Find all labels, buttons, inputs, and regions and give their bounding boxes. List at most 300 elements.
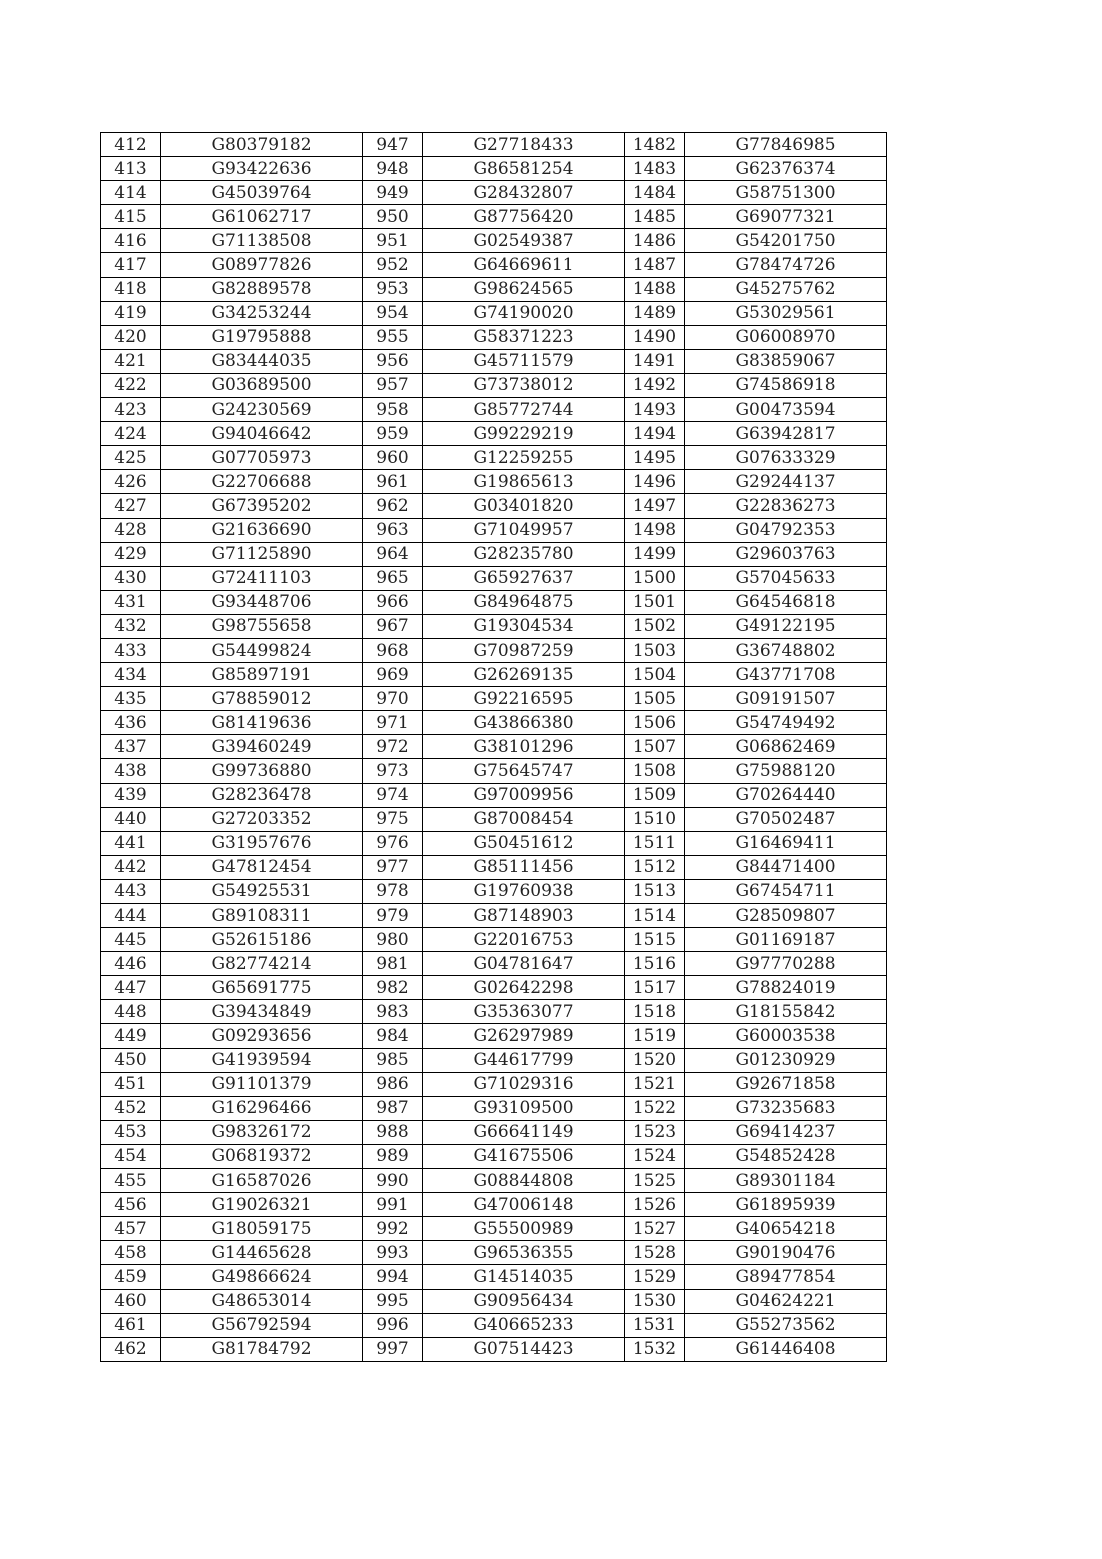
serial-number-cell: 1498 (625, 518, 685, 542)
serial-number-cell: 419 (101, 301, 161, 325)
serial-number-cell: 425 (101, 446, 161, 470)
id-code-cell: G81784792 (161, 1337, 363, 1361)
serial-number-cell: 1494 (625, 422, 685, 446)
table-row (101, 398, 887, 422)
serial-number-cell: 1521 (625, 1072, 685, 1096)
serial-number-cell: 445 (101, 928, 161, 952)
serial-number-cell: 981 (363, 952, 423, 976)
serial-number-cell: 428 (101, 518, 161, 542)
id-code-cell: G43771708 (685, 663, 887, 687)
table-row (101, 133, 887, 157)
serial-number-cell: 951 (363, 229, 423, 253)
serial-number-cell: 418 (101, 277, 161, 301)
id-code-cell: G56792594 (161, 1313, 363, 1337)
id-code-cell: G26269135 (423, 663, 625, 687)
table-row (101, 904, 887, 928)
serial-number-cell: 434 (101, 663, 161, 687)
id-code-cell: G72411103 (161, 566, 363, 590)
id-code-cell: G86581254 (423, 157, 625, 181)
serial-number-cell: 992 (363, 1217, 423, 1241)
id-code-cell: G65691775 (161, 976, 363, 1000)
serial-number-cell: 413 (101, 157, 161, 181)
id-code-cell: G54749492 (685, 711, 887, 735)
table-row (101, 1169, 887, 1193)
serial-number-cell: 459 (101, 1265, 161, 1289)
id-code-cell: G84964875 (423, 590, 625, 614)
id-code-cell: G50451612 (423, 831, 625, 855)
id-code-cell: G07633329 (685, 446, 887, 470)
id-code-cell: G87148903 (423, 904, 625, 928)
id-code-cell: G00473594 (685, 398, 887, 422)
id-code-cell: G45039764 (161, 181, 363, 205)
id-code-cell: G78859012 (161, 687, 363, 711)
serial-number-cell: 991 (363, 1193, 423, 1217)
id-code-cell: G45711579 (423, 349, 625, 373)
id-code-cell: G91101379 (161, 1072, 363, 1096)
serial-number-cell: 1499 (625, 542, 685, 566)
serial-number-cell: 986 (363, 1072, 423, 1096)
id-code-cell: G93448706 (161, 590, 363, 614)
id-code-cell: G98624565 (423, 277, 625, 301)
serial-number-cell: 430 (101, 566, 161, 590)
id-code-cell: G14465628 (161, 1241, 363, 1265)
id-code-cell: G57045633 (685, 566, 887, 590)
id-code-cell: G12259255 (423, 446, 625, 470)
serial-number-cell: 427 (101, 494, 161, 518)
serial-number-cell: 960 (363, 446, 423, 470)
table-row (101, 229, 887, 253)
serial-number-cell: 449 (101, 1024, 161, 1048)
id-code-cell: G97009956 (423, 783, 625, 807)
serial-number-cell: 461 (101, 1313, 161, 1337)
serial-number-cell: 442 (101, 855, 161, 879)
table-row (101, 494, 887, 518)
serial-number-cell: 450 (101, 1048, 161, 1072)
serial-number-cell: 432 (101, 614, 161, 638)
serial-number-cell: 1520 (625, 1048, 685, 1072)
serial-number-cell: 422 (101, 373, 161, 397)
serial-number-cell: 444 (101, 904, 161, 928)
serial-number-cell: 1488 (625, 277, 685, 301)
id-code-cell: G83444035 (161, 349, 363, 373)
serial-number-cell: 448 (101, 1000, 161, 1024)
serial-number-cell: 966 (363, 590, 423, 614)
id-code-cell: G28235780 (423, 542, 625, 566)
id-code-cell: G22706688 (161, 470, 363, 494)
table-row (101, 470, 887, 494)
id-code-cell: G18059175 (161, 1217, 363, 1241)
serial-number-cell: 977 (363, 855, 423, 879)
serial-number-cell: 460 (101, 1289, 161, 1313)
serial-number-cell: 985 (363, 1048, 423, 1072)
id-code-cell: G61062717 (161, 205, 363, 229)
serial-number-cell: 436 (101, 711, 161, 735)
serial-number-cell: 1485 (625, 205, 685, 229)
serial-number-cell: 1518 (625, 1000, 685, 1024)
serial-number-cell: 1510 (625, 807, 685, 831)
id-code-cell: G08977826 (161, 253, 363, 277)
serial-number-cell: 415 (101, 205, 161, 229)
serial-number-cell: 414 (101, 181, 161, 205)
table-row (101, 663, 887, 687)
serial-number-cell: 441 (101, 831, 161, 855)
id-code-cell: G52615186 (161, 928, 363, 952)
id-code-cell: G14514035 (423, 1265, 625, 1289)
id-code-cell: G31957676 (161, 831, 363, 855)
id-code-cell: G70264440 (685, 783, 887, 807)
table-row (101, 1072, 887, 1096)
id-code-cell: G38101296 (423, 735, 625, 759)
id-code-cell: G36748802 (685, 638, 887, 662)
table-body (101, 133, 887, 1362)
table-row (101, 1217, 887, 1241)
serial-number-cell: 974 (363, 783, 423, 807)
id-code-cell: G97770288 (685, 952, 887, 976)
serial-number-cell: 989 (363, 1144, 423, 1168)
serial-number-cell: 429 (101, 542, 161, 566)
id-code-cell: G39434849 (161, 1000, 363, 1024)
serial-number-cell: 983 (363, 1000, 423, 1024)
serial-number-cell: 949 (363, 181, 423, 205)
serial-number-cell: 1514 (625, 904, 685, 928)
serial-number-cell: 1527 (625, 1217, 685, 1241)
serial-number-cell: 454 (101, 1144, 161, 1168)
id-code-cell: G71049957 (423, 518, 625, 542)
serial-number-cell: 451 (101, 1072, 161, 1096)
table-row (101, 301, 887, 325)
serial-number-cell: 1512 (625, 855, 685, 879)
table-row (101, 711, 887, 735)
serial-number-cell: 963 (363, 518, 423, 542)
serial-number-cell: 967 (363, 614, 423, 638)
id-code-cell: G71029316 (423, 1072, 625, 1096)
table-row (101, 181, 887, 205)
serial-number-cell: 1497 (625, 494, 685, 518)
id-code-cell: G19795888 (161, 325, 363, 349)
table-row (101, 1337, 887, 1361)
id-code-cell: G74586918 (685, 373, 887, 397)
id-code-cell: G85772744 (423, 398, 625, 422)
id-code-cell: G64669611 (423, 253, 625, 277)
id-code-cell: G34253244 (161, 301, 363, 325)
id-code-cell: G63942817 (685, 422, 887, 446)
id-code-cell: G09293656 (161, 1024, 363, 1048)
serial-number-cell: 446 (101, 952, 161, 976)
id-code-cell: G62376374 (685, 157, 887, 181)
id-code-cell: G99736880 (161, 759, 363, 783)
id-code-cell: G73235683 (685, 1096, 887, 1120)
id-code-cell: G24230569 (161, 398, 363, 422)
serial-number-cell: 1501 (625, 590, 685, 614)
id-code-cell: G90190476 (685, 1241, 887, 1265)
table-row (101, 1193, 887, 1217)
serial-number-cell: 1523 (625, 1120, 685, 1144)
serial-number-cell: 438 (101, 759, 161, 783)
id-code-cell: G90956434 (423, 1289, 625, 1313)
table-row (101, 1048, 887, 1072)
id-code-cell: G64546818 (685, 590, 887, 614)
serial-number-cell: 955 (363, 325, 423, 349)
id-code-cell: G04624221 (685, 1289, 887, 1313)
id-code-cell: G49866624 (161, 1265, 363, 1289)
id-code-cell: G19304534 (423, 614, 625, 638)
table-row (101, 157, 887, 181)
table-row (101, 422, 887, 446)
id-code-cell: G41939594 (161, 1048, 363, 1072)
id-code-cell: G84471400 (685, 855, 887, 879)
id-code-cell: G28432807 (423, 181, 625, 205)
serial-number-cell: 957 (363, 373, 423, 397)
table-row (101, 783, 887, 807)
id-code-cell: G54925531 (161, 879, 363, 903)
id-code-cell: G55273562 (685, 1313, 887, 1337)
serial-number-cell: 968 (363, 638, 423, 662)
id-code-cell: G71125890 (161, 542, 363, 566)
serial-number-cell: 952 (363, 253, 423, 277)
serial-number-cell: 1519 (625, 1024, 685, 1048)
id-code-cell: G75645747 (423, 759, 625, 783)
serial-number-cell: 1502 (625, 614, 685, 638)
serial-number-cell: 1515 (625, 928, 685, 952)
serial-number-cell: 1491 (625, 349, 685, 373)
id-list-table (100, 132, 887, 1362)
id-code-cell: G01169187 (685, 928, 887, 952)
id-code-cell: G89477854 (685, 1265, 887, 1289)
id-code-cell: G45275762 (685, 277, 887, 301)
serial-number-cell: 1503 (625, 638, 685, 662)
id-code-cell: G69077321 (685, 205, 887, 229)
table-row (101, 855, 887, 879)
serial-number-cell: 971 (363, 711, 423, 735)
serial-number-cell: 424 (101, 422, 161, 446)
serial-number-cell: 976 (363, 831, 423, 855)
serial-number-cell: 1493 (625, 398, 685, 422)
id-code-cell: G70987259 (423, 638, 625, 662)
serial-number-cell: 993 (363, 1241, 423, 1265)
id-code-cell: G47006148 (423, 1193, 625, 1217)
table-row (101, 253, 887, 277)
id-code-cell: G19760938 (423, 879, 625, 903)
id-code-cell: G22836273 (685, 494, 887, 518)
id-code-cell: G96536355 (423, 1241, 625, 1265)
id-code-cell: G58751300 (685, 181, 887, 205)
id-code-cell: G19026321 (161, 1193, 363, 1217)
serial-number-cell: 950 (363, 205, 423, 229)
id-code-cell: G07514423 (423, 1337, 625, 1361)
id-code-cell: G28509807 (685, 904, 887, 928)
id-code-cell: G78824019 (685, 976, 887, 1000)
id-code-cell: G09191507 (685, 687, 887, 711)
serial-number-cell: 1531 (625, 1313, 685, 1337)
serial-number-cell: 1532 (625, 1337, 685, 1361)
serial-number-cell: 447 (101, 976, 161, 1000)
id-code-cell: G89301184 (685, 1169, 887, 1193)
serial-number-cell: 997 (363, 1337, 423, 1361)
serial-number-cell: 439 (101, 783, 161, 807)
id-code-cell: G49122195 (685, 614, 887, 638)
serial-number-cell: 984 (363, 1024, 423, 1048)
id-code-cell: G04781647 (423, 952, 625, 976)
serial-number-cell: 996 (363, 1313, 423, 1337)
id-code-cell: G40654218 (685, 1217, 887, 1241)
id-code-cell: G70502487 (685, 807, 887, 831)
table-row (101, 446, 887, 470)
table-row (101, 614, 887, 638)
serial-number-cell: 1524 (625, 1144, 685, 1168)
id-code-cell: G85897191 (161, 663, 363, 687)
id-code-cell: G44617799 (423, 1048, 625, 1072)
id-code-cell: G16587026 (161, 1169, 363, 1193)
id-code-cell: G81419636 (161, 711, 363, 735)
id-code-cell: G07705973 (161, 446, 363, 470)
id-code-cell: G54852428 (685, 1144, 887, 1168)
id-code-cell: G35363077 (423, 1000, 625, 1024)
table-row (101, 1144, 887, 1168)
serial-number-cell: 987 (363, 1096, 423, 1120)
id-code-cell: G98755658 (161, 614, 363, 638)
serial-number-cell: 1492 (625, 373, 685, 397)
id-code-cell: G54499824 (161, 638, 363, 662)
table-row (101, 831, 887, 855)
serial-number-cell: 1504 (625, 663, 685, 687)
serial-number-cell: 420 (101, 325, 161, 349)
table-row (101, 325, 887, 349)
id-code-cell: G93109500 (423, 1096, 625, 1120)
serial-number-cell: 457 (101, 1217, 161, 1241)
serial-number-cell: 416 (101, 229, 161, 253)
id-code-cell: G61895939 (685, 1193, 887, 1217)
serial-number-cell: 1509 (625, 783, 685, 807)
serial-number-cell: 954 (363, 301, 423, 325)
id-code-cell: G60003538 (685, 1024, 887, 1048)
id-code-cell: G08844808 (423, 1169, 625, 1193)
serial-number-cell: 969 (363, 663, 423, 687)
id-code-cell: G03401820 (423, 494, 625, 518)
id-code-cell: G01230929 (685, 1048, 887, 1072)
id-code-cell: G87756420 (423, 205, 625, 229)
id-code-cell: G19865613 (423, 470, 625, 494)
serial-number-cell: 435 (101, 687, 161, 711)
table-row (101, 928, 887, 952)
serial-number-cell: 437 (101, 735, 161, 759)
serial-number-cell: 956 (363, 349, 423, 373)
serial-number-cell: 1517 (625, 976, 685, 1000)
table-row (101, 1096, 887, 1120)
serial-number-cell: 452 (101, 1096, 161, 1120)
id-code-cell: G40665233 (423, 1313, 625, 1337)
id-code-cell: G80379182 (161, 133, 363, 157)
id-code-cell: G99229219 (423, 422, 625, 446)
serial-number-cell: 1508 (625, 759, 685, 783)
id-code-cell: G22016753 (423, 928, 625, 952)
id-code-cell: G93422636 (161, 157, 363, 181)
id-code-cell: G39460249 (161, 735, 363, 759)
table-row (101, 542, 887, 566)
serial-number-cell: 453 (101, 1120, 161, 1144)
id-code-cell: G92671858 (685, 1072, 887, 1096)
serial-number-cell: 1482 (625, 133, 685, 157)
table-row (101, 518, 887, 542)
id-code-cell: G61446408 (685, 1337, 887, 1361)
id-code-cell: G55500989 (423, 1217, 625, 1241)
serial-number-cell: 1507 (625, 735, 685, 759)
serial-number-cell: 979 (363, 904, 423, 928)
serial-number-cell: 961 (363, 470, 423, 494)
id-code-cell: G27203352 (161, 807, 363, 831)
table-row (101, 735, 887, 759)
id-code-cell: G66641149 (423, 1120, 625, 1144)
serial-number-cell: 980 (363, 928, 423, 952)
serial-number-cell: 1486 (625, 229, 685, 253)
id-code-cell: G58371223 (423, 325, 625, 349)
id-code-cell: G21636690 (161, 518, 363, 542)
serial-number-cell: 1525 (625, 1169, 685, 1193)
serial-number-cell: 1526 (625, 1193, 685, 1217)
id-code-cell: G83859067 (685, 349, 887, 373)
id-code-cell: G03689500 (161, 373, 363, 397)
id-code-cell: G85111456 (423, 855, 625, 879)
serial-number-cell: 417 (101, 253, 161, 277)
table-row (101, 952, 887, 976)
table-row (101, 879, 887, 903)
id-code-cell: G75988120 (685, 759, 887, 783)
table-row (101, 1000, 887, 1024)
id-code-cell: G29244137 (685, 470, 887, 494)
id-code-cell: G26297989 (423, 1024, 625, 1048)
serial-number-cell: 1513 (625, 879, 685, 903)
table-row (101, 277, 887, 301)
table-row (101, 1024, 887, 1048)
serial-number-cell: 978 (363, 879, 423, 903)
id-code-cell: G06862469 (685, 735, 887, 759)
serial-number-cell: 973 (363, 759, 423, 783)
table-row (101, 1241, 887, 1265)
serial-number-cell: 965 (363, 566, 423, 590)
serial-number-cell: 462 (101, 1337, 161, 1361)
serial-number-cell: 1506 (625, 711, 685, 735)
serial-number-cell: 1490 (625, 325, 685, 349)
serial-number-cell: 982 (363, 976, 423, 1000)
table-row (101, 638, 887, 662)
id-code-cell: G06008970 (685, 325, 887, 349)
serial-number-cell: 1505 (625, 687, 685, 711)
id-code-cell: G16469411 (685, 831, 887, 855)
table-row (101, 205, 887, 229)
serial-number-cell: 962 (363, 494, 423, 518)
serial-number-cell: 443 (101, 879, 161, 903)
id-code-cell: G41675506 (423, 1144, 625, 1168)
id-code-cell: G74190020 (423, 301, 625, 325)
table-row (101, 590, 887, 614)
serial-number-cell: 1484 (625, 181, 685, 205)
serial-number-cell: 975 (363, 807, 423, 831)
serial-number-cell: 990 (363, 1169, 423, 1193)
serial-number-cell: 948 (363, 157, 423, 181)
table-row (101, 373, 887, 397)
table-row (101, 566, 887, 590)
serial-number-cell: 1489 (625, 301, 685, 325)
serial-number-cell: 456 (101, 1193, 161, 1217)
id-code-cell: G06819372 (161, 1144, 363, 1168)
serial-number-cell: 959 (363, 422, 423, 446)
id-code-cell: G67395202 (161, 494, 363, 518)
id-code-cell: G53029561 (685, 301, 887, 325)
serial-number-cell: 994 (363, 1265, 423, 1289)
table-row (101, 1289, 887, 1313)
id-code-cell: G82889578 (161, 277, 363, 301)
id-code-cell: G78474726 (685, 253, 887, 277)
table-row (101, 807, 887, 831)
